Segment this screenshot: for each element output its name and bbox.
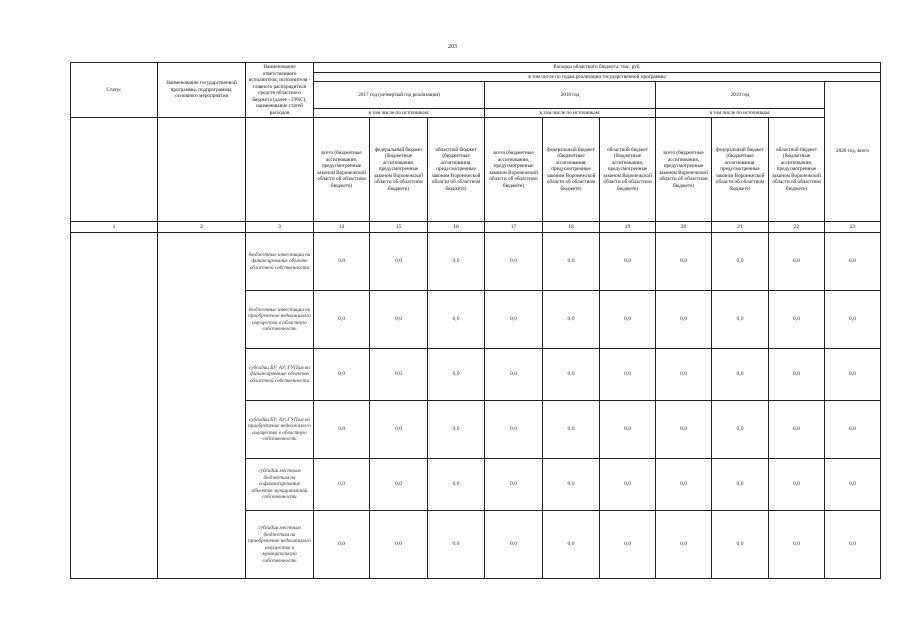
value-cell: 0,0: [428, 511, 485, 579]
table-body: [71, 233, 881, 579]
value-cell: 0,0: [314, 459, 370, 511]
header-status-spacer: [71, 118, 158, 222]
value-cell: 0,0: [769, 511, 825, 579]
value-cell: 0,0: [485, 233, 543, 291]
budget-table: [70, 62, 881, 579]
value-cell: 0,0: [600, 291, 656, 349]
value-cell: 0,0: [543, 291, 600, 349]
col-federal-2019: федеральный бюджет (бюджетные ассигнования, предусмотренные законом Воронежской области об областном бюджете): [712, 118, 769, 222]
col-federal-2017: федеральный бюджет (бюджетные ассигнования, предусмотренные законом Воронежской области об областном бюджете): [370, 118, 428, 222]
value-cell: 0,0: [769, 291, 825, 349]
col-regional-2017: областной бюджет (бюджетные ассигнования, предусмотренные законом Воронежской области об областном бюджете): [428, 118, 485, 222]
expense-item-label: бюджетные инвестиции на финансирование объекте областной собственности: [246, 233, 314, 291]
value-cell: 0,0: [543, 233, 600, 291]
column-number: 22: [769, 222, 825, 233]
value-cell: 0,0: [825, 233, 881, 291]
value-cell: 0,0: [600, 233, 656, 291]
header-program-name: Наименование государственной программы, подпрограммы, основного мероприятия: [158, 63, 246, 118]
expense-item-label: субсидии БУ, АУ, ГУПам на финансирование объектов областной собственности: [246, 349, 314, 401]
value-cell: 0,0: [825, 401, 881, 459]
value-cell: 0,0: [825, 349, 881, 401]
value-cell: 0,0: [825, 511, 881, 579]
column-number: 15: [370, 222, 428, 233]
page-number: 203: [448, 44, 457, 50]
value-cell: 0,0: [712, 401, 769, 459]
value-cell: 0,0: [428, 233, 485, 291]
value-cell: 0,0: [543, 401, 600, 459]
value-cell: 0,0: [656, 233, 712, 291]
column-number: 16: [428, 222, 485, 233]
col-total-2018: всего (бюджетные ассигнования, предусмотренные законом Воронежской области об областном бюджете): [485, 118, 543, 222]
value-cell: 0,0: [825, 291, 881, 349]
value-cell: 0,0: [825, 459, 881, 511]
column-number: 14: [314, 222, 370, 233]
header-year-2020: 2020 год, всего: [825, 82, 881, 222]
column-number: 23: [825, 222, 881, 233]
header-expenses-title: Расходы областного бюджета, тыс. руб.: [314, 63, 881, 73]
value-cell: 0,0: [370, 291, 428, 349]
header-sources-2019: в том числе по источникам:: [656, 108, 825, 118]
value-cell: 0,0: [769, 349, 825, 401]
value-cell: 0,0: [769, 233, 825, 291]
value-cell: 0,0: [370, 459, 428, 511]
value-cell: 0,0: [543, 349, 600, 401]
value-cell: 0,0: [712, 511, 769, 579]
column-number: 20: [656, 222, 712, 233]
value-cell: 0,0: [370, 233, 428, 291]
header-year-2017: 2017 год (четвертый год реализации): [314, 82, 485, 109]
column-number: 17: [485, 222, 543, 233]
value-cell: 0,0: [600, 349, 656, 401]
value-cell: 0,0: [314, 349, 370, 401]
value-cell: 0,0: [314, 291, 370, 349]
header-status: Статус: [71, 63, 158, 118]
col-regional-2018: областной бюджет (бюджетные ассигнования, предусмотренные законом Воронежской области об областном бюджете): [600, 118, 656, 222]
value-cell: 0,0: [428, 459, 485, 511]
value-cell: 0,0: [485, 401, 543, 459]
value-cell: 0,0: [656, 291, 712, 349]
value-cell: 0,0: [485, 511, 543, 579]
value-cell: 0,0: [314, 401, 370, 459]
header-year-2018: 2018 год: [485, 82, 656, 109]
header-executor-spacer: [246, 118, 314, 222]
status-cell: [71, 233, 158, 579]
value-cell: 0,0: [600, 511, 656, 579]
value-cell: 0,0: [485, 459, 543, 511]
value-cell: 0,0: [543, 459, 600, 511]
col-total-2017: всего (бюджетные ассигнования, предусмотренные законом Воронежской области об областном бюджете): [314, 118, 370, 222]
value-cell: 0,0: [428, 291, 485, 349]
column-number: 2: [158, 222, 246, 233]
value-cell: 0,0: [712, 291, 769, 349]
value-cell: 0,0: [314, 233, 370, 291]
expense-item-label: субсидии БУ, АУ, ГУПам на приобретение недвижимого имущества в областную собственность: [246, 401, 314, 459]
value-cell: 0,0: [656, 401, 712, 459]
value-cell: 0,0: [712, 459, 769, 511]
value-cell: 0,0: [428, 401, 485, 459]
header-by-years: в том числе по годам реализации государственной программы: [314, 72, 881, 82]
value-cell: 0,0: [600, 401, 656, 459]
value-cell: 0,0: [712, 349, 769, 401]
expense-item-label: субсидии местным бюджетам на приобретение недвижимого имущества в муниципальную собственность: [246, 511, 314, 579]
header-executor: Наименование ответственного исполнителя, исполнителя - главного распорядителя средств областного бюджета (далее - ГРБС), наименование статей расходов: [246, 63, 314, 118]
value-cell: 0,0: [769, 459, 825, 511]
value-cell: 0,0: [428, 349, 485, 401]
column-number: 3: [246, 222, 314, 233]
column-number: 1: [71, 222, 158, 233]
value-cell: 0,0: [543, 511, 600, 579]
col-total-2019: всего (бюджетные ассигнования, предусмотренные законом Воронежской области об областном бюджете): [656, 118, 712, 222]
value-cell: 0,0: [656, 459, 712, 511]
header-year-2019: 2019 год: [656, 82, 825, 109]
value-cell: 0,0: [314, 511, 370, 579]
value-cell: 0,0: [370, 401, 428, 459]
col-federal-2018: федеральный бюджет (бюджетные ассигнования, предусмотренные законом Воронежской области об областном бюджете): [543, 118, 600, 222]
expense-item-label: бюджетные инвестиции на приобретение недвижимого имущества в областную собственность: [246, 291, 314, 349]
value-cell: 0,0: [485, 291, 543, 349]
column-number: 21: [712, 222, 769, 233]
value-cell: 0,0: [769, 401, 825, 459]
column-number: 19: [600, 222, 656, 233]
value-cell: 0,0: [370, 349, 428, 401]
value-cell: 0,0: [600, 459, 656, 511]
program-name-cell: [158, 233, 246, 579]
table-row: [71, 233, 881, 291]
value-cell: 0,0: [712, 233, 769, 291]
column-number: 18: [543, 222, 600, 233]
value-cell: 0,0: [656, 511, 712, 579]
value-cell: 0,0: [370, 511, 428, 579]
value-cell: 0,0: [485, 349, 543, 401]
header-sources-2018: в том числе по источникам:: [485, 108, 656, 118]
column-number-row: [71, 222, 881, 233]
expense-item-label: субсидии местным бюджетам на софинансирование объектов муниципальной собственности: [246, 459, 314, 511]
header-sources-2017: в том числе по источникам:: [314, 108, 485, 118]
header-program-spacer: [158, 118, 246, 222]
col-regional-2019: областной бюджет (бюджетные ассигнования, предусмотренные законом Воронежской области об областном бюджете): [769, 118, 825, 222]
value-cell: 0,0: [656, 349, 712, 401]
